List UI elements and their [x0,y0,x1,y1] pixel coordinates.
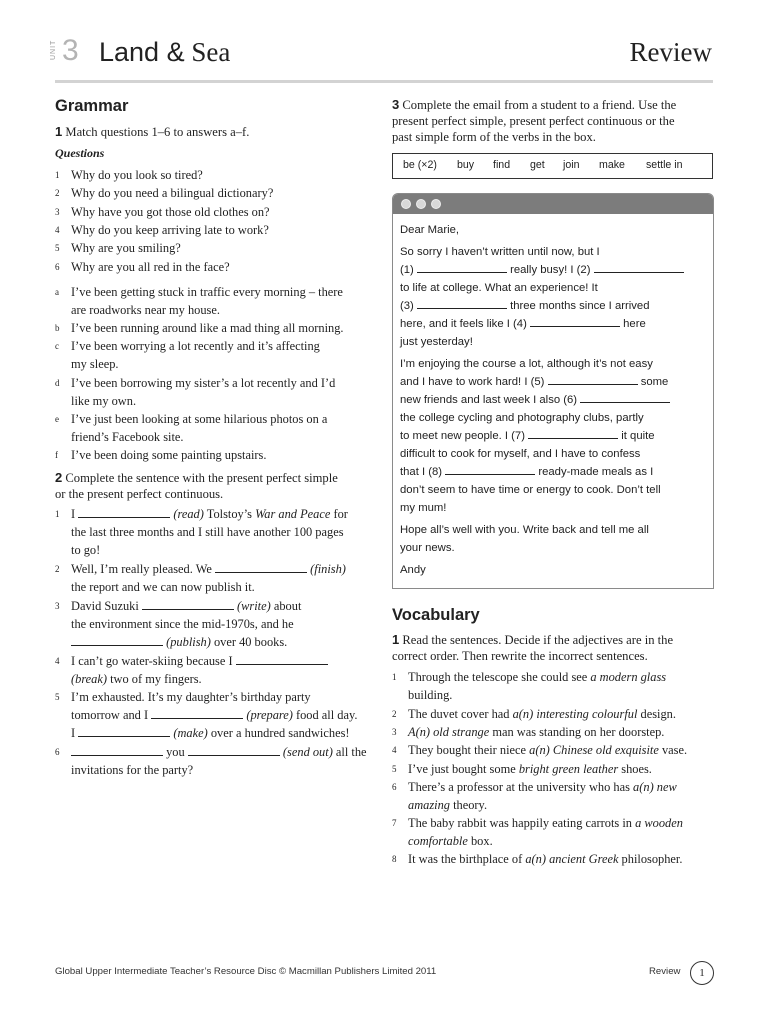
answer-text: I’ve been borrowing my sister’s a lot recently and I’d [71,376,336,390]
sentence-text: I’m exhausted. It’s my daughter’s birthday party [71,690,311,704]
answer-text: I’ve been doing some painting upstairs. [71,448,267,462]
item-letter: e [55,414,59,424]
adjective-phrase: a(n) Chinese old exquisite [529,743,659,757]
answer-text: I’ve been running around like a mad thing all morning. [71,321,344,335]
email-line: here, and it feels like I (4) here [400,318,646,330]
question-text: Why are you smiling? [71,241,181,255]
footer-section: Review [649,966,681,977]
answer-blank[interactable] [78,725,170,737]
email-line: that I (8) ready-made meals as I [400,466,654,478]
answer-blank[interactable] [71,634,163,646]
sentence-text: the environment since the mid-1970s, and he [71,617,294,632]
vocabulary-heading: Vocabulary [392,606,480,624]
instruction-text: or the present perfect continuous. [55,487,224,501]
item-number: 3 [392,727,397,737]
email-line: So sorry I haven’t written until now, but I [400,246,600,258]
sentence-text: all the [332,745,367,759]
question-text: Why do you need a bilingual dictionary? [71,186,274,200]
email-title-bar [393,194,713,214]
instruction-text: present perfect simple, present perfect continuous or the [392,114,675,128]
ex-number: 1 [55,124,63,139]
item-number: 5 [392,764,397,774]
question-text: Why have you got those old clothes on? [71,205,270,219]
sentence-text: Tolstoy’s [203,507,256,521]
answer-text: friend’s Facebook site. [71,430,184,445]
section-title: Review [629,37,712,67]
verb-prompt: (read) [173,507,204,521]
email-line: new friends and last week I also (6) [400,393,670,407]
grammar-ex2-instruction [55,470,385,502]
adjective-phrase: a(n) interesting colourful [512,707,638,721]
page-number: 1 [690,961,714,985]
item-number: 1 [55,509,60,519]
answer-blank[interactable] [580,393,670,403]
footer-credit: Global Upper Intermediate Teacher’s Resource Disc © Macmillan Publishers Limited 2011 [55,966,437,977]
item-number: 5 [55,692,60,702]
verb-prompt: (break) [71,672,108,687]
item-letter: d [55,378,60,388]
sentence-text: David Suzuki [71,599,139,613]
word-option: settle in [646,159,683,171]
item-number: 3 [55,207,60,217]
vocab-ex1-instruction [392,632,722,664]
item-number: 5 [55,243,60,253]
item-number: 4 [55,225,60,235]
page-title [99,34,230,70]
book-title: War and Peace [255,507,331,521]
sentence-text: over 40 books. [210,635,288,650]
window-dot-icon [416,199,426,209]
verb-prompt: (finish) [310,562,346,576]
item-letter: a [55,287,59,297]
item-number: 4 [392,745,397,755]
instruction-text: correct order. Then rewrite the incorrect sentences. [392,649,648,663]
question-text: Why do you keep arriving late to work? [71,223,269,237]
window-dot-icon [431,199,441,209]
adjective-phrase: bright green leather [518,762,619,776]
email-line: don’t seem to have time or energy to cook. Don’t tell [400,484,661,496]
sentence-text: about [270,599,302,613]
answer-blank[interactable] [71,744,163,756]
answer-blank[interactable] [417,263,507,273]
email-line: to meet new people. I (7) it quite [400,430,655,442]
unit-number: 3 [62,34,79,67]
item-number: 8 [392,854,397,864]
instruction-text: Complete the email from a student to a friend. Use the [402,98,677,112]
verb-prompt: (send out) [282,745,333,759]
answer-text: are roadworks near my house. [71,303,220,318]
answer-blank[interactable] [548,375,638,385]
email-window [392,193,714,589]
email-line: your news. [400,542,455,554]
answer-text: like my own. [71,394,137,409]
answer-blank[interactable] [528,429,618,439]
adjective-phrase: a modern glass [590,670,667,684]
answer-text: I’ve been getting stuck in traffic every morning – there [71,285,343,299]
title-part1: Land & [99,37,185,67]
word-option: find [493,159,511,171]
instruction-text: past simple form of the verbs in the box. [392,130,596,144]
word-box [392,153,713,179]
email-line: Dear Marie, [400,224,460,236]
sentence-text: you [166,745,185,759]
sentence-text: I [71,726,76,741]
sentence-text: I can’t go water-skiing because I [71,654,233,668]
questions-heading: Questions [55,146,105,160]
item-number: 6 [55,747,60,757]
grammar-ex1-instruction [55,124,249,140]
sentence-text: I [71,507,76,521]
word-option: join [563,159,580,171]
email-line: the college cycling and photography clubs, partly [400,412,644,424]
instruction-text: Match questions 1–6 to answers a–f. [65,125,250,139]
item-number: 6 [55,262,60,272]
email-line: difficult to cook for myself, and I have to confess [400,448,641,460]
sentence-text: the report and we can now publish it. [71,580,255,595]
email-line: Hope all’s well with you. Write back and tell me all [400,524,649,536]
title-part2: Sea [184,37,231,67]
answer-blank[interactable] [445,465,535,475]
answer-blank[interactable] [188,744,280,756]
sentence-text: two of my fingers. [107,672,202,687]
header-divider [55,80,713,83]
answer-blank[interactable] [78,506,170,518]
answer-blank[interactable] [530,317,620,327]
word-option: make [599,159,625,171]
ex-number: 3 [392,97,400,112]
adjective-phrase: amazing [408,798,450,813]
email-line: my mum! [400,502,447,514]
item-letter: c [55,341,59,351]
answer-blank[interactable] [215,561,307,573]
answer-blank[interactable] [594,263,684,273]
sentence-text: over a hundred sandwiches! [207,726,350,741]
word-option: be (×2) [403,159,437,171]
sentence-text: Well, I’m really pleased. We [71,562,212,576]
adjective-phrase: a(n) ancient Greek [525,852,619,866]
word-option: buy [457,159,475,171]
email-line: to life at college. What an experience! It [400,282,598,294]
adjective-phrase: A(n) old strange [408,725,490,739]
instruction-text: Complete the sentence with the present perfect simple [65,471,338,485]
sentence-text: invitations for the party? [71,763,194,778]
email-line: (3) three months since I arrived [400,300,650,312]
sentence-text: food all day. [292,708,358,723]
verb-prompt: (make) [173,726,208,741]
answer-text: I’ve just been looking at some hilarious photos on a [71,412,328,426]
answer-blank[interactable] [417,299,507,309]
ex-number: 1 [392,632,400,647]
answer-blank[interactable] [236,653,328,665]
answer-text: I’ve been worrying a lot recently and it’s affecting [71,339,320,353]
instruction-text: Read the sentences. Decide if the adjectives are in the [402,633,674,647]
answer-text: my sleep. [71,357,119,372]
sentence-text: tomorrow and I [71,708,149,723]
item-letter: f [55,450,58,460]
verb-prompt: (write) [237,599,271,613]
item-number: 4 [55,656,60,666]
verb-prompt: (prepare) [246,708,293,723]
window-dot-icon [401,199,411,209]
item-number: 2 [392,709,397,719]
item-number: 2 [55,564,60,574]
word-option: get [530,159,545,171]
email-line: (1) really busy! I (2) [400,263,684,277]
ex3-instruction [392,97,722,145]
ex-number: 2 [55,470,63,485]
sentence-text: to go! [71,543,101,558]
email-line: I’m enjoying the course a lot, although it’s not easy [400,358,653,370]
item-number: 3 [55,601,60,611]
email-line: just yesterday! [400,336,473,348]
answer-blank[interactable] [151,707,243,719]
grammar-heading: Grammar [55,97,129,115]
email-signature: Andy [400,564,426,576]
answer-blank[interactable] [142,598,234,610]
verb-prompt: (publish) [166,635,211,650]
item-number: 2 [55,188,60,198]
item-number: 1 [392,672,397,682]
unit-label: UNIT [50,39,57,60]
question-text: Why are you all red in the face? [71,260,230,274]
adjective-phrase: comfortable [408,834,468,849]
sentence-text: for [330,507,348,521]
item-letter: b [55,323,60,333]
item-number: 6 [392,782,397,792]
email-line: and I have to work hard! I (5) some [400,376,669,388]
adjective-phrase: a(n) new [633,780,677,794]
item-number: 1 [55,170,60,180]
question-text: Why do you look so tired? [71,168,203,182]
sentence-text: the last three months and I still have another 100 pages [71,525,344,540]
item-number: 7 [392,818,397,828]
adjective-phrase: a wooden [635,816,683,830]
